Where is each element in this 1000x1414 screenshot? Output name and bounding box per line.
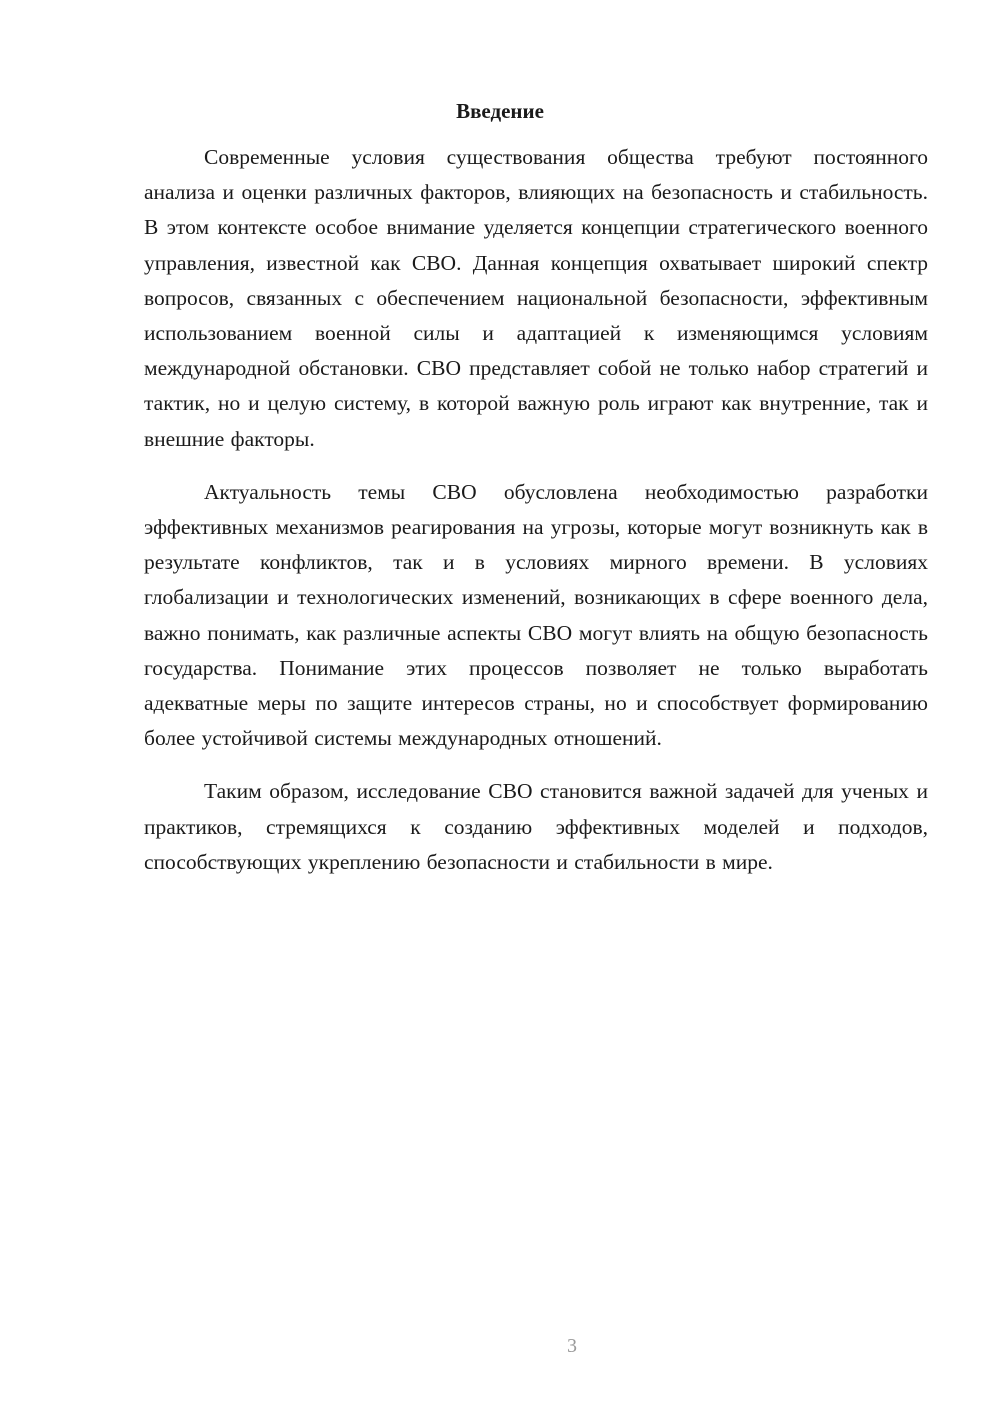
- body-text: [144, 140, 928, 898]
- paragraph-3: Таким образом, исследование СВО становится важной задачей для ученых и практиков, стремящихся к созданию эффективных моделей и подходов, способствующих укреплению безопасности и стабильности в мире.: [144, 779, 928, 874]
- section-heading: Введение: [456, 99, 544, 123]
- page-number: 3: [567, 1335, 577, 1357]
- paragraph-1: Современные условия существования общества требуют постоянного анализа и оценки различных факторов, влияющих на безопасность и стабильность. В этом контексте особое внимание уделяется концепции стратегического военного управления, известной как СВО. Данная концепция охватывает широкий спектр вопросов, связанных с обеспечением национальной безопасности, эффективным использованием военной силы и адаптацией к изменяющимся условиям международной обстановки. СВО представляет собой не только набор стратегий и тактик, но и целую систему, в которой важную роль играют как внутренние, так и внешние факторы.: [144, 145, 928, 451]
- paragraph-2: Актуальность темы СВО обусловлена необходимостью разработки эффективных механизмов реагирования на угрозы, которые могут возникнуть как в результате конфликтов, так и в условиях мирного времени. В условиях глобализации и технологических изменений, возникающих в сфере военного дела, важно понимать, как различные аспекты СВО могут влиять на общую безопасность государства. Понимание этих процессов позволяет не только выработать адекватные меры по защите интересов страны, но и способствует формированию более устойчивой системы международных отношений.: [144, 479, 928, 751]
